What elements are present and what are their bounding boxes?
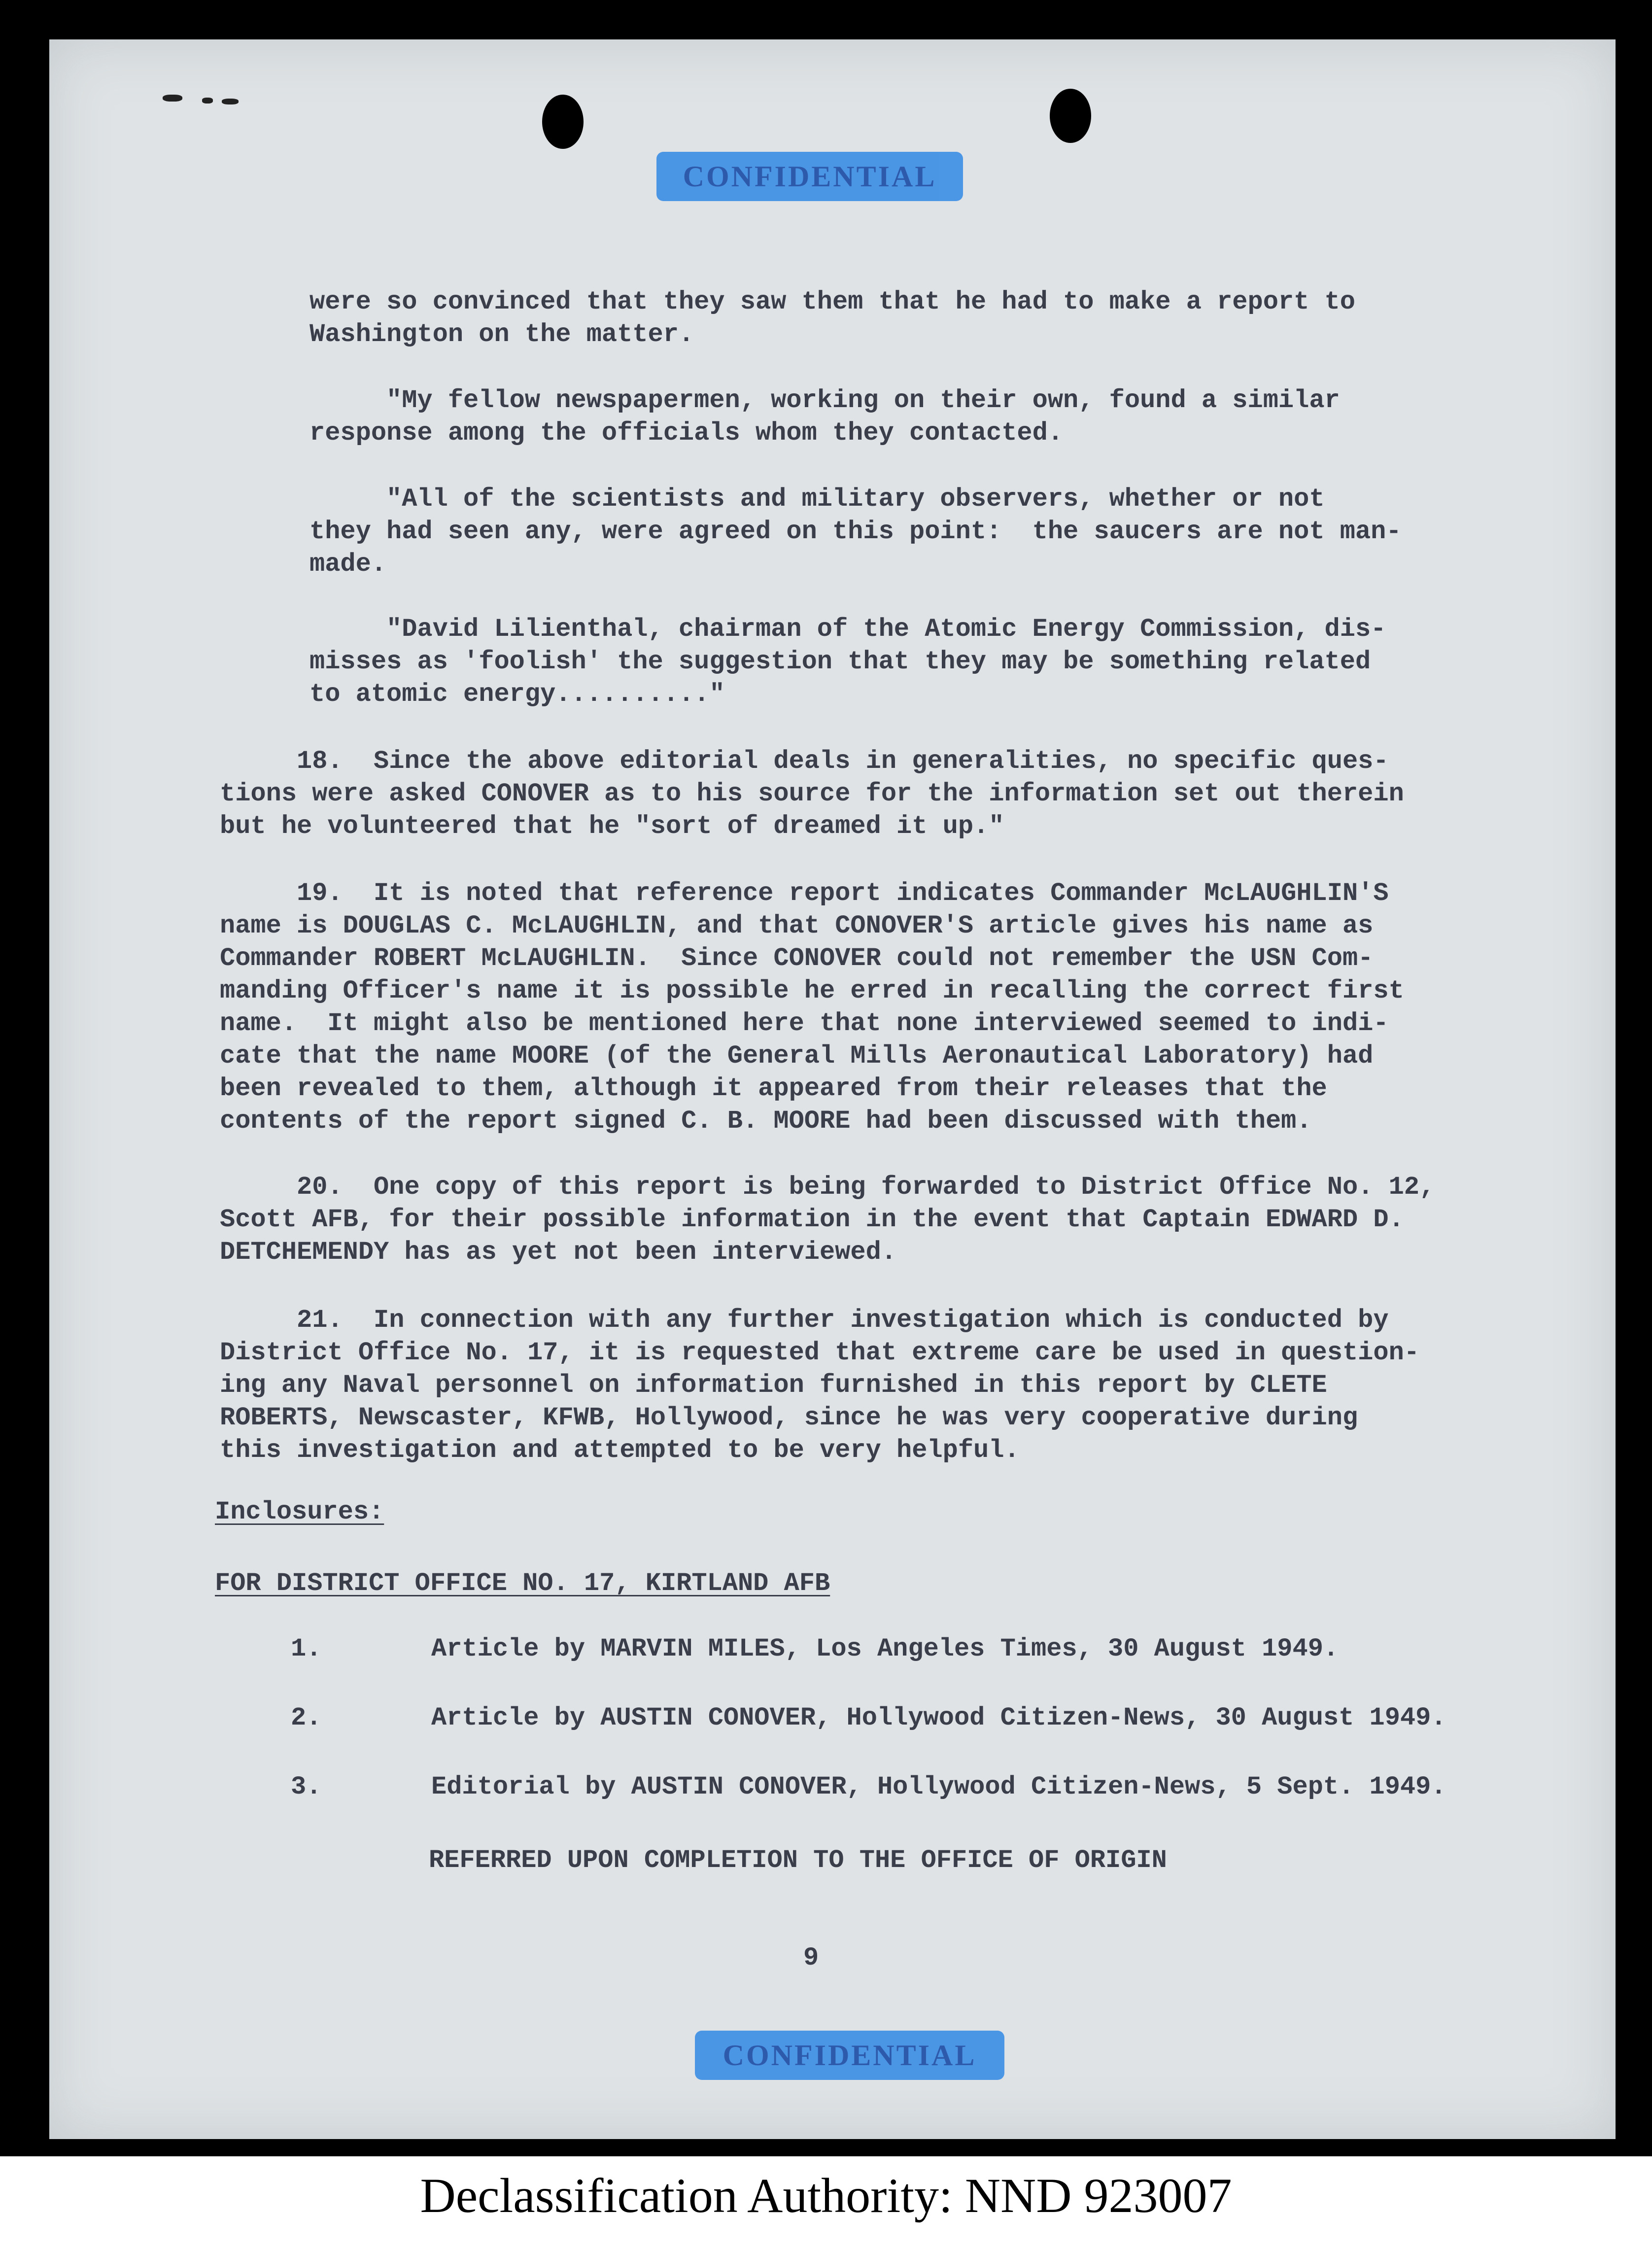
punch-hole-left <box>542 95 584 149</box>
ink-smudge <box>202 98 213 104</box>
inclosure-item <box>291 1772 1572 1805</box>
punch-hole-right <box>1050 89 1091 143</box>
paragraph-20: 20. One copy of this report is being forwarded to District Office No. 12, Scott AFB, for their possible information in the event that Captain EDWARD D. DETCHEMENDY has as yet not been interviewed. <box>220 1173 1435 1267</box>
inclosure-text: Article by AUSTIN CONOVER, Hollywood Citizen-News, 30 August 1949. <box>431 1703 1446 1732</box>
paragraph-19: 19. It is noted that reference report indicates Commander McLAUGHLIN'S name is DOUGLAS C. McLAUGHLIN, and that CONOVER'S article gives his name as Commander ROBERT McLAUGHLIN. Since CONOVER could not remember the USN Com- manding Officer's name it is possible he erred in recalling the correct first name. It might also be mentioned here that none interviewed seemed to indi- cate that the name MOORE (of the General Mills Aeronautical Laboratory) had been revealed to them, although it appeared from their releases that the contents of the report signed C. B. MOORE had been discussed with them. <box>220 879 1404 1136</box>
declassification-footer: Declassification Authority: NND 923007 <box>0 2156 1652 2247</box>
inclosure-text: Article by MARVIN MILES, Los Angeles Times, 30 August 1949. <box>431 1634 1339 1663</box>
paragraph-21: 21. In connection with any further investigation which is conducted by District Office No. 17, it is requested that extreme care be used in question- ing any Naval personnel on information furnished in this report by CLETE ROBERTS, Newscaster, KFWB, Hollywood, since he was very cooperative during this investigation and attempted to be very helpful. <box>220 1306 1419 1465</box>
document-page <box>49 39 1616 2139</box>
inclosure-number: 1. <box>291 1634 322 1663</box>
inclosure-number: 3. <box>291 1772 322 1801</box>
confidential-stamp-bottom: CONFIDENTIAL <box>695 2031 1004 2080</box>
district-heading: FOR DISTRICT OFFICE NO. 17, KIRTLAND AFB <box>215 1569 830 1598</box>
ink-smudge <box>222 99 239 104</box>
inclosures-heading: Inclosures: <box>215 1497 384 1526</box>
paragraph-continuation: were so convinced that they saw them that he had to make a report to Washington on the matter. <box>310 287 1355 349</box>
paragraph-lilienthal: "David Lilienthal, chairman of the Atomic Energy Commission, dis- misses as 'foolish' the suggestion that they may be something related to atomic energy.........." <box>310 615 1386 709</box>
inclosure-item <box>291 1634 1572 1667</box>
ink-smudge <box>163 95 182 102</box>
page-number: 9 <box>803 1943 819 1972</box>
referral-line: REFERRED UPON COMPLETION TO THE OFFICE OF ORIGIN <box>429 1846 1167 1875</box>
inclosure-text: Editorial by AUSTIN CONOVER, Hollywood Citizen-News, 5 Sept. 1949. <box>431 1772 1446 1801</box>
paragraph-scientists: "All of the scientists and military observers, whether or not they had seen any, were agreed on this point: the saucers are not man- made. <box>310 484 1402 579</box>
confidential-stamp-top: CONFIDENTIAL <box>656 152 963 201</box>
inclosure-number: 2. <box>291 1703 322 1732</box>
paragraph-18: 18. Since the above editorial deals in generalities, no specific ques- tions were asked CONOVER as to his source for the information set out therein but he volunteered that he "sort of dreamed it up." <box>220 747 1404 841</box>
paragraph-newspapermen: "My fellow newspapermen, working on their own, found a similar response among the officials whom they contacted. <box>310 386 1340 448</box>
inclosure-item <box>291 1703 1572 1736</box>
